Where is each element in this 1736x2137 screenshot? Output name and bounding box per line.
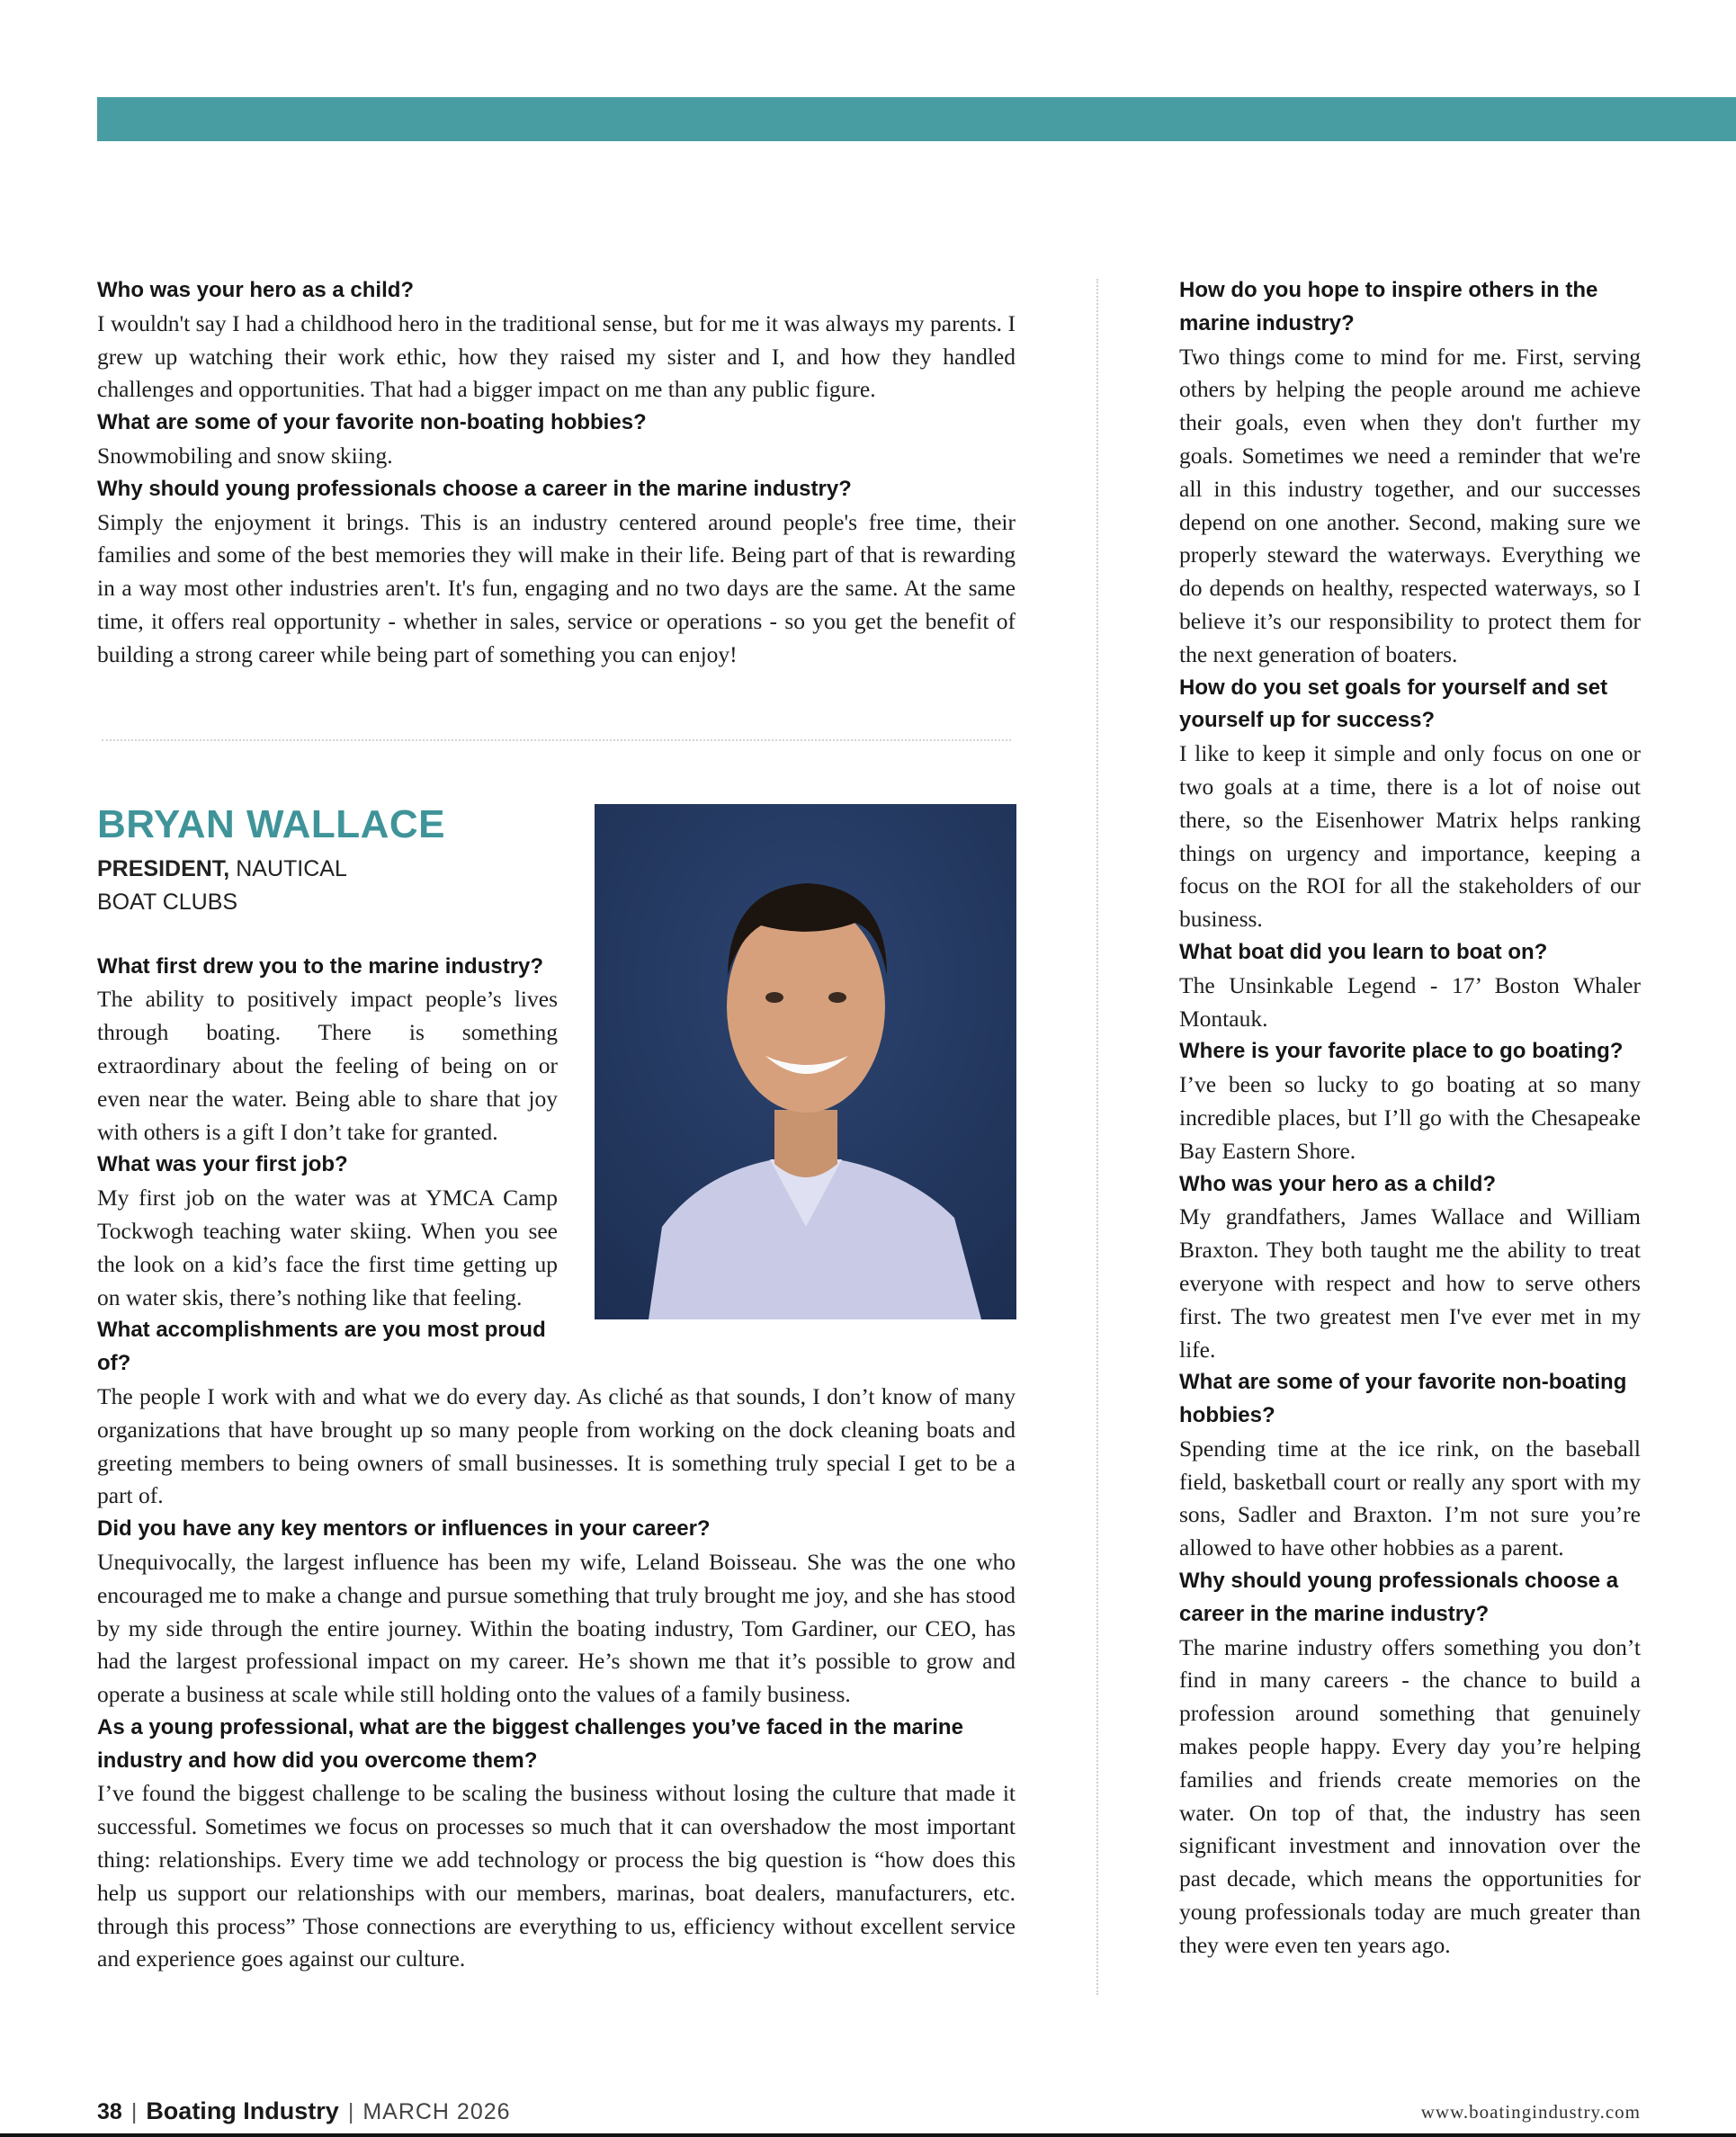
magazine-name: Boating Industry	[146, 2097, 339, 2124]
question: Who was your hero as a child?	[97, 278, 415, 302]
answer: The marine industry offers something you don’t find in many careers - the chance to build a profession around something that genuinely makes people happy. Every day you’re helping families and friends create memories on the water. On top of that, the industry has seen significant investment and innovation over the past decade, which means the opportunities for young professionals today are much greater than they were even ten years ago.	[1179, 1633, 1641, 1958]
profile-section	[97, 801, 1016, 1977]
question: What accomplishments are you most proud of?	[97, 1318, 546, 1376]
section-divider	[102, 739, 1011, 741]
profile-name: BRYAN WALLACE	[97, 801, 446, 846]
right-column	[1179, 274, 1641, 1963]
question: How do you set goals for yourself and set yourself up for success?	[1179, 675, 1608, 733]
bottom-rule	[0, 2133, 1736, 2137]
answer: Snowmobiling and snow skiing.	[97, 442, 393, 469]
answer: Simply the enjoyment it brings. This is an industry centered around people's free time, their families and some of the best memories they will make in their life. Being part of that is rewarding in a way most other industries aren't. It's fun, engaging and no two days are the same. At the same time, it offers real opportunity - whether in sales, service or operations - so you get the benefit of building a strong career while being part of something you can enjoy!	[97, 508, 1016, 667]
full-width-qa	[97, 1381, 1016, 1976]
question: Where is your favorite place to go boating?	[1179, 1039, 1624, 1064]
portrait-photo	[595, 804, 1016, 1319]
answer: Two things come to mind for me. First, serving others by helping the people around me achieve their goals, even when they don't further my goals. Sometimes we need a reminder that we're all in this industry together, and our successes depend on one another. Second, making sure we properly steward the waterways. Everything we do depends on healthy, respected waterways, so I believe it’s our responsibility to protect them for the next generation of boaters.	[1179, 343, 1641, 667]
page-footer	[97, 2097, 1016, 2125]
left-column	[97, 274, 1016, 1976]
question: Why should young professionals choose a career in the marine industry?	[1179, 1569, 1619, 1626]
profile-title-line2: BOAT CLUBS	[97, 889, 238, 915]
answer: The ability to positively impact people’s lives through boating. There is something extraordinary about the feeling of being on or even near the water. Being able to share that joy with others is a gift I don’t take for granted.	[97, 986, 558, 1145]
answer: Spending time at the ice rink, on the baseball field, basketball court or really any sport with my sons, Sadler and Braxton. I’m not sure you’re allowed to have other hobbies as a parent.	[1179, 1435, 1641, 1561]
portrait-illustration	[595, 804, 1016, 1319]
question: What boat did you learn to boat on?	[1179, 939, 1548, 964]
profile-title	[97, 853, 558, 886]
answer: Unequivocally, the largest influence has been my wife, Leland Boisseau. She was the one who encouraged me to make a change and pursue something that truly brought me joy, and she has stood by my side through the entire journey. Within the boating industry, Tom Gardiner, our CEO, has had the largest professional impact on my career. He’s shown me that it’s possible to grow and operate a business at scale while still holding onto the values of a family business.	[97, 1548, 1016, 1708]
question: As a young professional, what are the biggest challenges you’ve faced in the marine industry and how did you overcome them?	[97, 1714, 963, 1773]
question: What was your first job?	[97, 1152, 348, 1177]
answer: I’ve been so lucky to go boating at so many incredible places, but I’ll go with the Chesapeake Bay Eastern Shore.	[1179, 1071, 1641, 1164]
question: What are some of your favorite non-boating hobbies?	[97, 410, 647, 435]
intro-qa-section	[97, 274, 1016, 672]
question: What first drew you to the marine industry?	[97, 953, 544, 979]
website-url: www.boatingindustry.com	[1420, 2101, 1641, 2123]
question: What are some of your favorite non-boating hobbies?	[1179, 1370, 1627, 1428]
question: Who was your hero as a child?	[1179, 1171, 1497, 1196]
answer: The people I work with and what we do every day. As cliché as that sounds, I don’t know of many organizations that have brought up so many people from working on the dock cleaning boats and greeting members to being owners of small businesses. It is something truly special I get to be a part of.	[97, 1382, 1016, 1509]
answer: I wouldn't say I had a childhood hero in the traditional sense, but for me it was always my parents. I grew up watching their work ethic, how they raised my sister and I, and how they handled challenges and opportunities. That had a bigger impact on me than any public figure.	[97, 309, 1016, 403]
page-number: 38	[97, 2099, 122, 2124]
answer: The Unsinkable Legend - 17’ Boston Whaler Montauk.	[1179, 971, 1641, 1032]
question: How do you hope to inspire others in the marine industry?	[1179, 278, 1598, 335]
issue-date: MARCH 2026	[362, 2099, 511, 2124]
column-divider	[1096, 279, 1098, 1995]
question: Did you have any key mentors or influences in your career?	[97, 1516, 711, 1542]
header-accent-bar	[97, 97, 1736, 141]
profile-title-bold: PRESIDENT,	[97, 855, 230, 881]
footer-separator: |	[347, 2099, 354, 2124]
footer-separator: |	[130, 2099, 138, 2124]
answer: I like to keep it simple and only focus on one or two goals at a time, there is a lot of noise out there, so the Eisenhower Matrix helps ranking things on urgency and importance, keeping a focus on the ROI for all the stakeholders of our business.	[1179, 740, 1641, 933]
profile-title-rest: NAUTICAL	[229, 855, 347, 881]
question: Why should young professionals choose a career in the marine industry?	[97, 476, 852, 501]
answer: My first job on the water was at YMCA Camp Tockwogh teaching water skiing. When you see the look on a kid’s face the first time getting up on water skis, there’s nothing like that feeling.	[97, 1185, 558, 1310]
answer: I’ve found the biggest challenge to be scaling the business without losing the culture that made it successful. Sometimes we focus on processes so much that it can overshadow the most important thing: relationships. Every time we add technology or process the big question is “how does this help us support our relationships with our members, marinas, boat dealers, manufacturers, etc. through this process” Those connections are everything to us, efficiency without excellent service and experience goes against our culture.	[97, 1780, 1016, 1972]
profile-intro	[97, 801, 558, 1381]
answer: My grandfathers, James Wallace and William Braxton. They both taught me the ability to treat everyone with respect and how to serve others first. The two greatest men I've ever met in my life.	[1179, 1203, 1641, 1363]
